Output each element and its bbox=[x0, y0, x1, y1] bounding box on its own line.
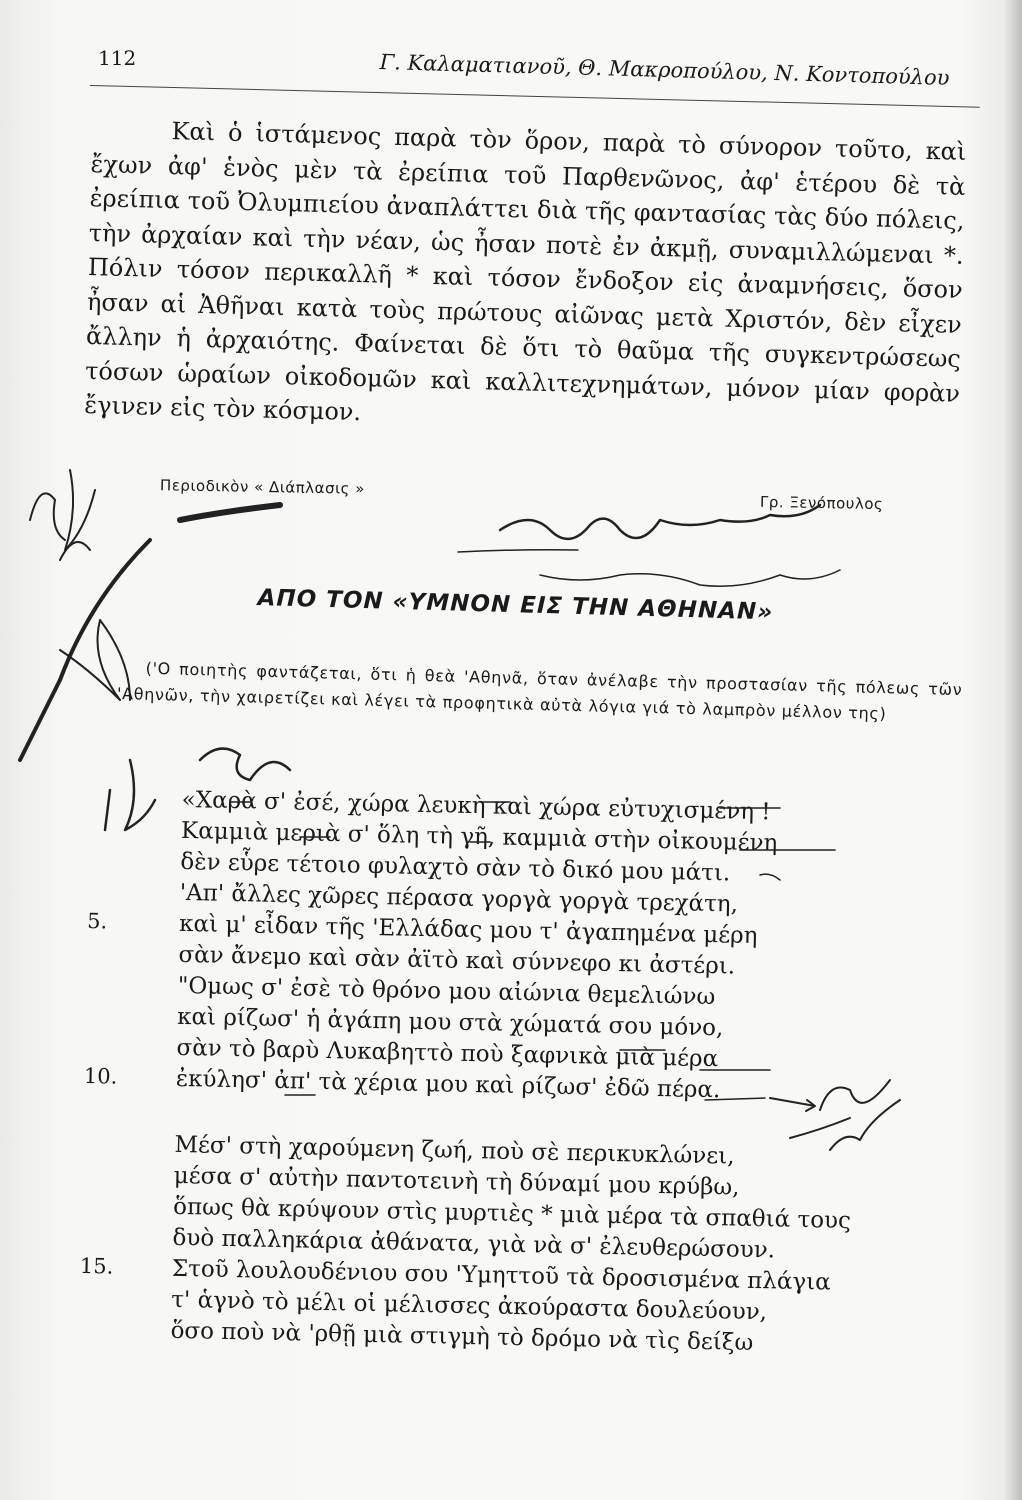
verse-text: «Χαρὰ σ' ἐσέ, χώρα λευκὴ καὶ χώρα εὐτυχισμένη ! bbox=[181, 786, 771, 826]
verse-text: Καμμιὰ μεριὰ σ' ὅλη τὴ γῆ, καμμιὰ στὴν οἰκουμένη bbox=[180, 817, 778, 857]
intro-note bbox=[117, 655, 963, 729]
line-number: 5. bbox=[86, 908, 108, 934]
intro-note-text: ('Ο ποιητὴς φαντάζεται, ὅτι ἡ θεὰ 'Αθηνᾶ, ὅταν ἀνέλαβε τὴν προστασίαν τῆς πόλεως τῶν 'Αθηνῶν, τὴν χαιρετίζει καὶ λέγει τὰ προφητικὰ αὐτὰ λόγια γιά τὸ λαμπρὸν μέλλον της) bbox=[116, 658, 963, 724]
page-edge-shadow bbox=[1004, 0, 1022, 1500]
poem bbox=[78, 785, 900, 1364]
line-number bbox=[80, 1285, 140, 1286]
verse-text: καὶ ρίζωσ' ἡ ἀγάπη μου στὰ χώματά σου μόνο, bbox=[176, 1003, 724, 1042]
scribble-over-text bbox=[200, 749, 290, 780]
line-number: 10. bbox=[83, 1063, 118, 1089]
verse-text: δυὸ παλληκάρια ἀθάνατα, γιὰ νὰ σ' ἐλευθερώσουν. bbox=[172, 1224, 776, 1264]
line-number bbox=[82, 1161, 142, 1162]
line-number bbox=[89, 847, 149, 848]
title-subscribble bbox=[540, 570, 840, 586]
line-number bbox=[90, 785, 150, 786]
line-number bbox=[81, 1223, 141, 1224]
source-label: Περιοδικὸν « Διάπλασις » bbox=[159, 476, 366, 498]
line-number bbox=[85, 1002, 145, 1003]
annotation-underline bbox=[458, 550, 578, 552]
prose-passage bbox=[84, 112, 967, 445]
line-number bbox=[87, 940, 147, 941]
verse-text: ἐκύλησ' ἀπ' τὰ χέρια μου καὶ ρίζωσ' ἐδῶ πέρα. bbox=[175, 1065, 721, 1104]
line-number bbox=[85, 1033, 145, 1034]
page-number: 112 bbox=[98, 46, 137, 70]
line-number bbox=[86, 971, 146, 972]
header-rule bbox=[90, 85, 980, 108]
line-number bbox=[83, 1130, 143, 1131]
line-number bbox=[89, 816, 149, 817]
section-title: ΑΠΟ ΤΟΝ «ΥΜΝΟΝ ΕΙΣ ΤΗΝ ΑΘΗΝΑΝ» bbox=[257, 585, 774, 626]
verse-text: καὶ μ' εἶδαν τῆς 'Ελλάδας μου τ' ἀγαπημένα μέρη bbox=[178, 910, 758, 950]
line-number: 15. bbox=[79, 1253, 114, 1279]
verse-text: ὅσο ποὺ νὰ 'ρθῇ μιὰ στιγμὴ τὸ δρόμο νὰ τὶς δείξω bbox=[170, 1317, 754, 1357]
prose-paragraph: Καὶ ὁ ἱστάμενος παρὰ τὸν ὅρον, παρὰ τὸ σύνορον τοῦτο, καὶ ἔχων ἀφ' ἑνὸς μὲν τὰ ἐρείπια τοῦ Παρθενῶνος, ἀφ' ἑτέρου δὲ τὰ ἐρείπια τοῦ Ὀλυμπιείου ἀναπλάττει διὰ τῆς φαντασίας τὰς δύο πόλεις, τὴν ἀρχαίαν καὶ τὴν νέαν, ὡς ἦσαν ποτὲ ἐν ἀκμῇ, συναμιλλώμεναι *. Πόλιν τόσον περικαλλῆ * καὶ τόσον ἔνδοξον εἰς ἀναμνήσεις, ὅσον ἦσαν αἱ Ἀθῆναι κατὰ τοὺς πρώτους αἰῶνας μετὰ Χριστόν, δὲν εἶχεν ἄλλην ἡ ἀρχαιότης. Φαίνεται δὲ ὅτι τὸ θαῦμα τῆς συγκεντρώσεως τόσων ὡραίων οἰκοδομῶν καὶ καλλιτεχνημάτων, μόνον μίαν φορὰν ἔγινεν εἰς τὸν κόσμον. bbox=[83, 117, 967, 427]
verse-text: τ' ἁγνὸ τὸ μέλι οἱ μέλισσες ἀκούραστα δουλεύουν, bbox=[170, 1286, 768, 1326]
margin-bracket-stroke bbox=[20, 540, 150, 760]
verse-text: 'Απ' ἄλλες χῶρες πέρασα γοργὰ γοργὰ τρεχάτη, bbox=[179, 879, 739, 918]
margin-scribble bbox=[30, 470, 95, 560]
verse-text: ὅπως θὰ κρύψουν στὶς μυρτιὲς * μιὰ μέρα τὰ σπαθιά τους bbox=[172, 1193, 852, 1235]
verse-text: Μέσ' στὴ χαρούμενη ζωή, ποὺ σὲ περικυκλώνει, bbox=[174, 1131, 735, 1170]
running-head: Γ. Καλαματιανοῦ, Θ. Μακροπούλου, Ν. Κοντοπούλου bbox=[379, 50, 950, 90]
verse-text: δὲν εὗρε τέτοιο φυλαχτὸ σὰν τὸ δικό μου μάτι. bbox=[180, 848, 731, 887]
line-number bbox=[79, 1316, 139, 1317]
page-header bbox=[90, 40, 970, 100]
verse-text: Στοῦ λουλουδένιου σου 'Υμηττοῦ τὰ δροσισμένα πλάγια bbox=[171, 1255, 831, 1296]
source-author: Γρ. Ξενόπουλος bbox=[759, 492, 884, 514]
verse-text: σὰν ἄνεμο καὶ σὰν ἀϊτὸ καὶ σύννεφο κι ἀστέρι. bbox=[178, 941, 736, 980]
verse-text: σὰν τὸ βαρὺ Λυκαβηττὸ ποὺ ξαφνικὰ μιὰ μέρα bbox=[176, 1034, 719, 1073]
margin-bracket-stroke bbox=[180, 505, 280, 520]
verse-text: μέσα σ' αὐτὴν παντοτεινὴ τὴ δύναμί μου κρύβω, bbox=[173, 1162, 740, 1201]
verse-text: "Ομως σ' ἐσὲ τὸ θρόνο μου αἰώνια θεμελιώνω bbox=[177, 972, 716, 1011]
line-number bbox=[88, 878, 148, 879]
line-number bbox=[81, 1192, 141, 1193]
